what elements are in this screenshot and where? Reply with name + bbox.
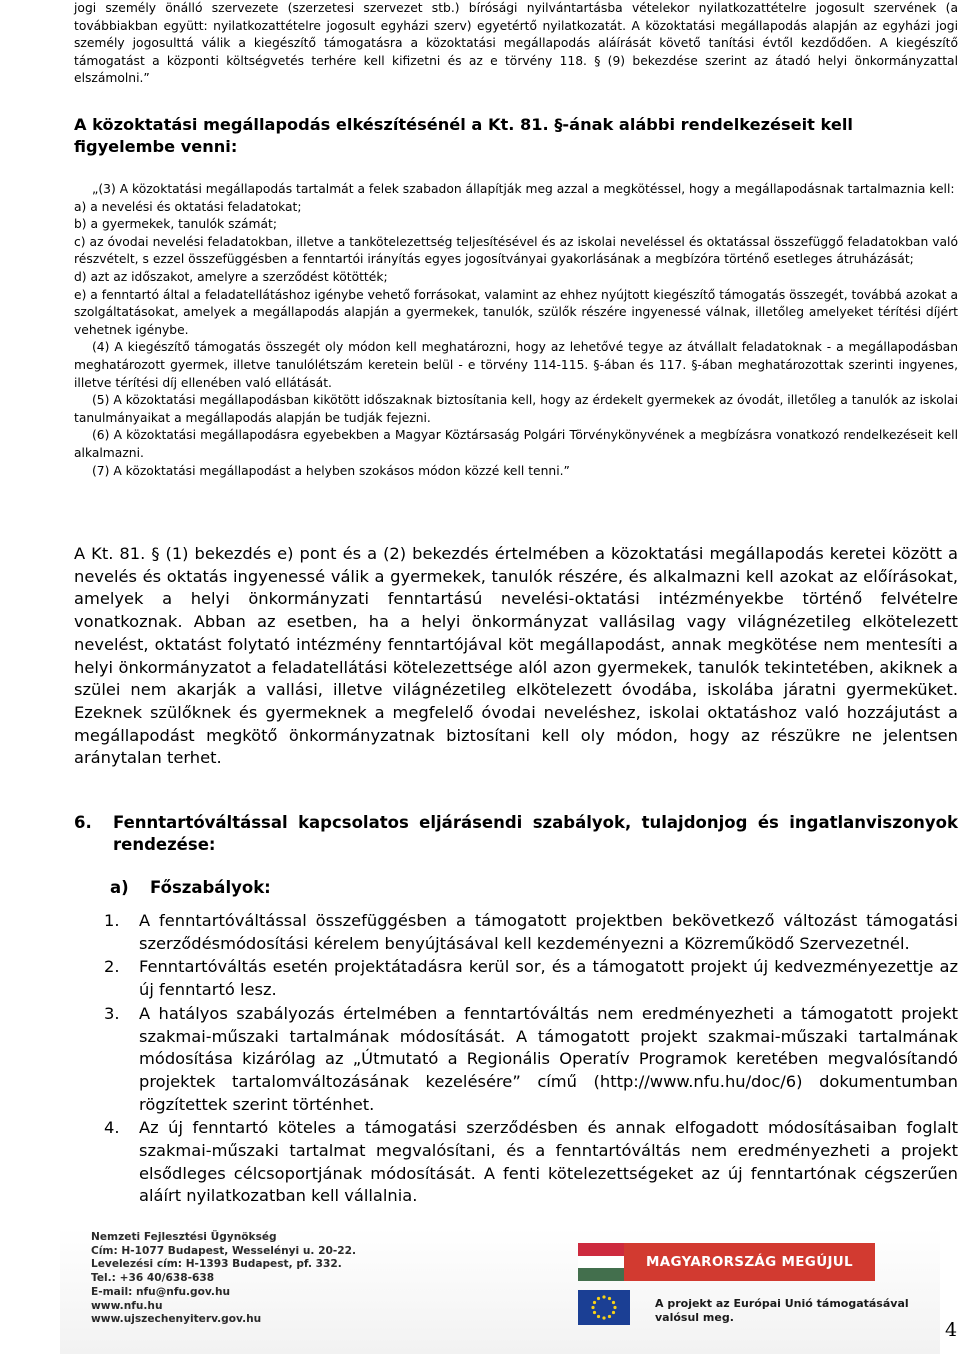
- subsection-label: a): [110, 878, 129, 897]
- main-paragraph: A Kt. 81. § (1) bekezdés e) pont és a (2) bekezdés értelmében a közoktatási megállapodás keretei között a nevelés és oktatás ingyenessé válik a gyermekek, tanulók részére, és alkalmazni kell azokat az előírásokat, amelyek a helyi önkormányzati fenntartású nevelési-oktatási intézményekbe történő felvételre vonatkoznak. Abban az esetben, ha a helyi önkormányzat vallásilag vagy világnézetileg elkötelezett nevelést, oktatást folytató intézmény fenntartójával köt megállapodást, annak megkötése nem mentesíti a helyi önkormányzatot a feladatellátási kötelezettsége alól azon gyermekek, tanulók tekintetében, akiknek a szülei nem akarják a vallási, illetve világnézetileg elkötelezett óvodába, iskolába járatni gyermeküket. Ezeknek szülőknek és gyermeknek a megfelelő óvodai neveléshez, iskolai oktatáshoz való hozzájutást a megállapodást megkötő önkormányzatnak biztosítani kell oly módon, hogy az részükre ne jelentsen aránytalan terhet.: [74, 544, 958, 768]
- list-item: [104, 956, 958, 1001]
- magyarorszag-megujul-logo: [578, 1243, 875, 1281]
- footer-postal-address: Levelezési cím: H-1393 Budapest, pf. 332.: [91, 1258, 342, 1271]
- section-heading: A közoktatási megállapodás elkészítésénél a Kt. 81. §-ának alábbi rendelkezéseit kell figyelembe venni:: [74, 115, 853, 156]
- section-number: 6.: [74, 813, 92, 832]
- quote-item-d: d) azt az időszakot, amelyre a szerződést kötötték;: [74, 269, 388, 284]
- footer-email: E-mail: nfu@nfu.gov.hu: [91, 1285, 231, 1298]
- quote-paragraph-6: (6) A közoktatási megállapodásra egyebekben a Magyar Köztársaság Polgári Törvénykönyvének a megbízásra vonatkozó rendelkezéseit kell alkalmazni.: [74, 428, 958, 460]
- quote-item-c: c) az óvodai nevelési feladatokban, illetve a tankötelezettség teljesítésével és az iskolai neveléssel és oktatással összefüggő feladatokban való részvételt, s ezzel összefüggésben a fenntartói irányítás egyes jogosítványai gyakorlásának a megbízóra történő esetleges átruházását;: [74, 234, 958, 267]
- brand-logo-text: MAGYARORSZÁG MEGÚJUL: [624, 1243, 875, 1281]
- list-item-number: 3.: [104, 1003, 120, 1023]
- quote-paragraph-5: (5) A közoktatási megállapodásban kikötött időszaknak biztosítania kell, hogy az érdekelt gyermekek az óvodát, illetőleg a tanulók az iskolai tanulmányaikat a megállapodás alapján be tudják fejezni.: [74, 393, 958, 425]
- quote-item-e: e) a fenntartó által a feladatellátáshoz igénybe vehető forrásokat, valamint az ehhez nyújtott kiegészítő támogatás összegét, továbbá azokat a szolgáltatásokat, amelyek a megállapodás alapján a gyermekek, tanulók, szülők részére ingyenessé válnak, illetőleg amelyeket térítési díjért vehetnek igénybe.: [74, 287, 958, 337]
- quote-paragraph-4: (4) A kiegészítő támogatás összegét oly módon kell meghatározni, hogy az lehetővé tegye az átvállalt feladatoknak - a megállapodásban meghatározott gyermek, illetve tanulólétszám keretein belül - e törvény 114-115. §-ában és 117. §-ában meghatározottak szerinti ingyenes, illetve térítési díj ellenében való ellátását.: [74, 340, 958, 390]
- list-item: [104, 1117, 958, 1208]
- intro-paragraph: jogi személy önálló szervezete (szerzetesi szervezet stb.) bírósági nyilvántartásba vételekor nyilatkozattételre jogosult szervének (a továbbiakban együtt: nyilatkozattételre jogosult egyházi szerv) egyetértő nyilatkozatát. A közoktatási megállapodás alapján az egyházi jogi személy jogosulttá válik a kiegészítő támogatásra a közoktatási megállapodás aláírását követő tanítási évtől kezdődően. A kiegészítő támogatást a központi költségvetés terhére kell kifizetni és az e törvény 118. § (9) bekezdése szerint az átadó helyi önkormányzattal elszámolni.”: [74, 1, 958, 86]
- footer-phone: Tel.: +36 40/638-638: [91, 1272, 215, 1285]
- rules-list: [104, 910, 958, 1209]
- list-item-number: 1.: [104, 911, 120, 930]
- eu-flag-icon: [578, 1290, 630, 1325]
- list-item: [104, 1003, 958, 1117]
- subsection-heading: [110, 877, 271, 899]
- quote-item-a: a) a nevelési és oktatási feladatokat;: [74, 199, 302, 214]
- footer-agency-name: Nemzeti Fejlesztési Ügynökség: [91, 1231, 277, 1243]
- quote-paragraph-3: „(3) A közoktatási megállapodás tartalmát a felek szabadon állapítják meg azzal a megkötéssel, hogy a megállapodásnak tartalmaznia kell:: [92, 182, 955, 196]
- footer-contact: [91, 1231, 391, 1327]
- law-quote: [74, 181, 958, 480]
- list-item: [104, 910, 958, 955]
- list-item-text: Az új fenntartó köteles a támogatási szerződésben és annak elfogadott módosításaiban foglalt szakmai-műszaki tartalmat megvalósítani, és a fenntartóváltás nem eredményezheti a projekt elsődleges célcsoportjának módosítását. A fenti kötelezettségeket az új fenntartónak cégszerűen aláírt nyilatkozatban kell vállalnia.: [139, 1118, 958, 1206]
- list-item-number: 4.: [104, 1118, 120, 1138]
- subsection-title: Főszabályok:: [150, 878, 271, 897]
- quote-item-b: b) a gyermekek, tanulók számát;: [74, 217, 277, 232]
- hungarian-flag-icon: [578, 1243, 624, 1281]
- list-item-text: Fenntartóváltás esetén projektátadásra kerül sor, és a támogatott projekt új kedvezményezettje az új fenntartó lesz.: [139, 957, 958, 1000]
- page-number: 4: [945, 1319, 958, 1341]
- list-item-text: A hatályos szabályozás értelmében a fenntartóváltás nem eredményezheti a támogatott projekt szakmai-műszaki tartalmának módosítását. A támogatott projekt szakmai-műszaki tartalmának módosítása kizárólag az „Útmutató a Regionális Operatív Programok keretében megvalósítandó projektek tartalomváltozásának kezelésére” című (http://www.nfu.hu/doc/6) dokumentumban rögzítettek szerint történhet.: [139, 1003, 958, 1114]
- footer-address: Cím: H-1077 Budapest, Wesselényi u. 20-22.: [91, 1244, 357, 1257]
- footer-website: www.nfu.hu: [91, 1299, 163, 1312]
- eu-support-text: A projekt az Európai Unió támogatásával valósul meg.: [655, 1297, 909, 1324]
- list-item-number: 2.: [104, 957, 120, 977]
- section-title: Fenntartóváltással kapcsolatos eljárásendi szabályok, tulajdonjog és ingatlanviszonyok rendezése:: [113, 813, 958, 854]
- footer-website-2: www.ujszechenyiterv.gov.hu: [91, 1313, 262, 1326]
- quote-paragraph-7: (7) A közoktatási megállapodást a helyben szokásos módon közzé kell tenni.”: [92, 463, 570, 478]
- list-item-text: A fenntartóváltással összefüggésben a támogatott projektben bekövetkező változást támogatási szerződésmódosítási kérelem benyújtásával kell kezdeményezni a Közreműködő Szervezetnél.: [139, 911, 958, 953]
